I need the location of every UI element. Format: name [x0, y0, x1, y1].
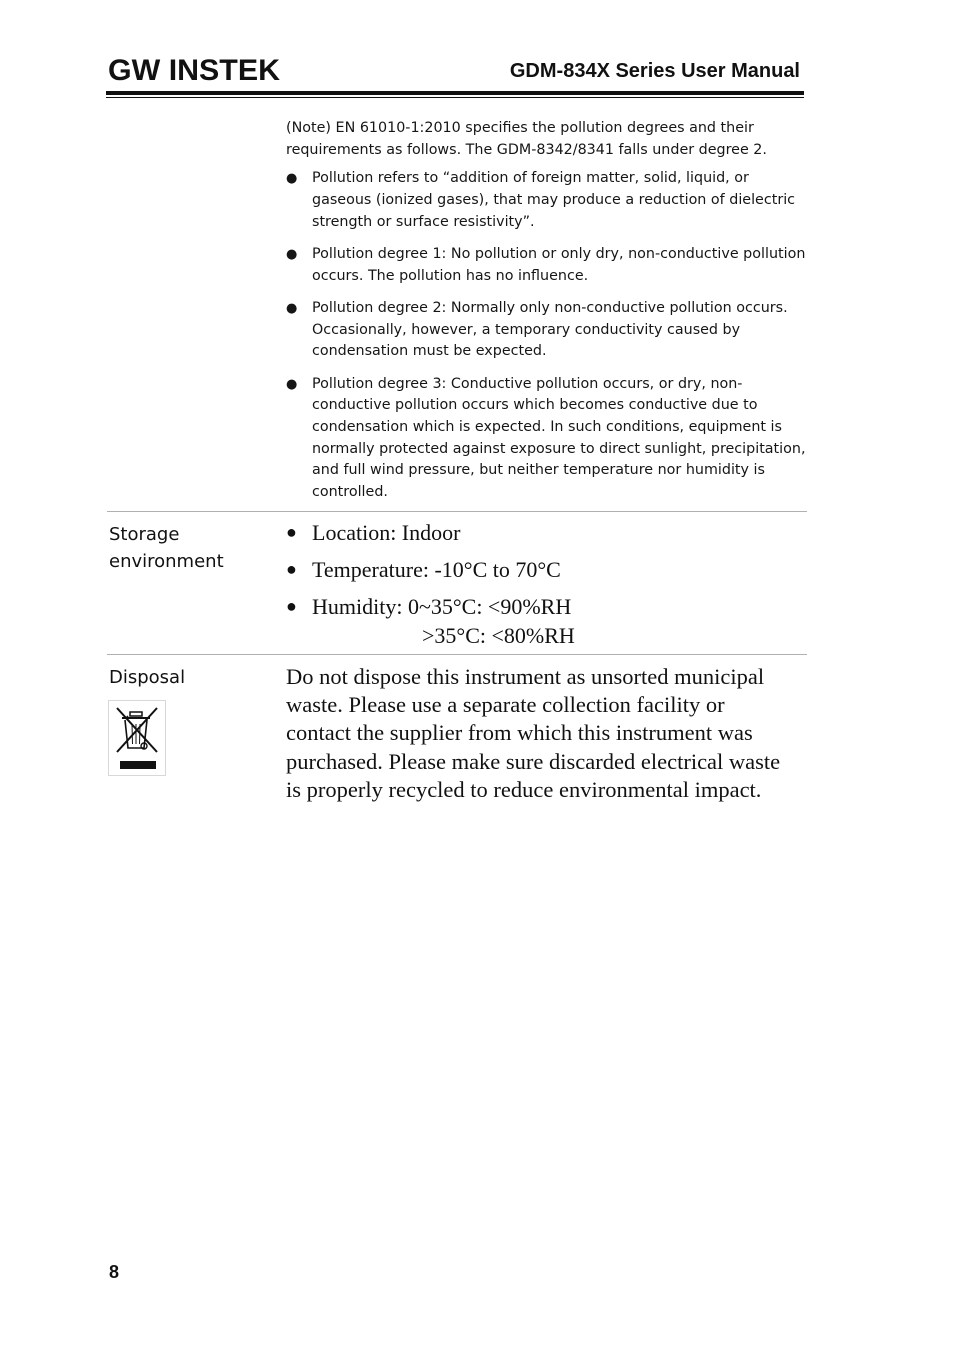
bullet-icon: ● [286, 300, 298, 316]
storage-label: Storage environment [109, 524, 224, 572]
gw-instek-logo [108, 54, 280, 84]
disposal-label: Disposal [109, 667, 186, 688]
bullet-icon: ● [286, 522, 297, 542]
list-item [286, 592, 806, 650]
storage-location: Location: Indoor [312, 520, 461, 545]
pollution-definition: Pollution refers to “addition of foreign matter, solid, liquid, or gaseous (ionized gases), that may produce a reduction of dielectric strength or surface resistivity”. [312, 170, 796, 230]
header-rule-thick [106, 91, 804, 95]
list-item [286, 555, 806, 584]
bullet-icon: ● [286, 596, 297, 616]
storage-humidity-high: >35°C: <80%RH [422, 623, 575, 648]
storage-temperature: Temperature: -10°C to 70°C [312, 557, 561, 582]
weee-crossed-bin-icon [108, 700, 166, 776]
bullet-icon: ● [286, 171, 298, 187]
pollution-degree-2: Pollution degree 2: Normally only non-conductive pollution occurs. Occasionally, however, a temporary conductivity caused by condensation must be expected. [312, 299, 788, 360]
disposal-text: Do not dispose this instrument as unsorted municipal waste. Please use a separate collection facility or contact the supplier from which this instrument was purchased. Please make sure discarded electrical waste is properly recycled to reduce environmental impact. [286, 664, 781, 802]
storage-humidity: Humidity: 0~35°C: <90%RH [312, 594, 572, 619]
list-item [286, 518, 806, 547]
list-item [286, 244, 806, 287]
note-intro: (Note) EN 61010-1:2010 specifies the pollution degrees and their requirements as follows. The GDM-8342/8341 falls under degree 2. [286, 120, 767, 158]
document-title: GDM-834X Series User Manual [509, 60, 800, 82]
pollution-degree-3: Pollution degree 3: Conductive pollution occurs, or dry, non-conductive pollution occurs which becomes conductive due to condensation which is expected. In such conditions, equipment is normally protected against exposure to direct sunlight, precipitation, and full wind pressure, but neither temperature nor humidity is controlled. [312, 375, 806, 501]
section-divider [107, 654, 807, 655]
svg-text:GW INSTEK: GW INSTEK [108, 54, 280, 84]
pollution-degree-1: Pollution degree 1: No pollution or only dry, non-conductive pollution occurs. The pollution has no influence. [312, 246, 806, 284]
bullet-icon: ● [286, 376, 298, 392]
pollution-note [286, 118, 806, 514]
bullet-icon: ● [286, 247, 298, 263]
bullet-icon: ● [286, 559, 297, 579]
list-item [286, 168, 806, 233]
section-divider [107, 511, 807, 512]
list-item [286, 298, 806, 363]
storage-list [286, 518, 806, 658]
page-number: 8 [109, 1262, 120, 1282]
pollution-list [286, 168, 806, 503]
header-rule-thin [106, 97, 804, 98]
list-item [286, 374, 806, 504]
